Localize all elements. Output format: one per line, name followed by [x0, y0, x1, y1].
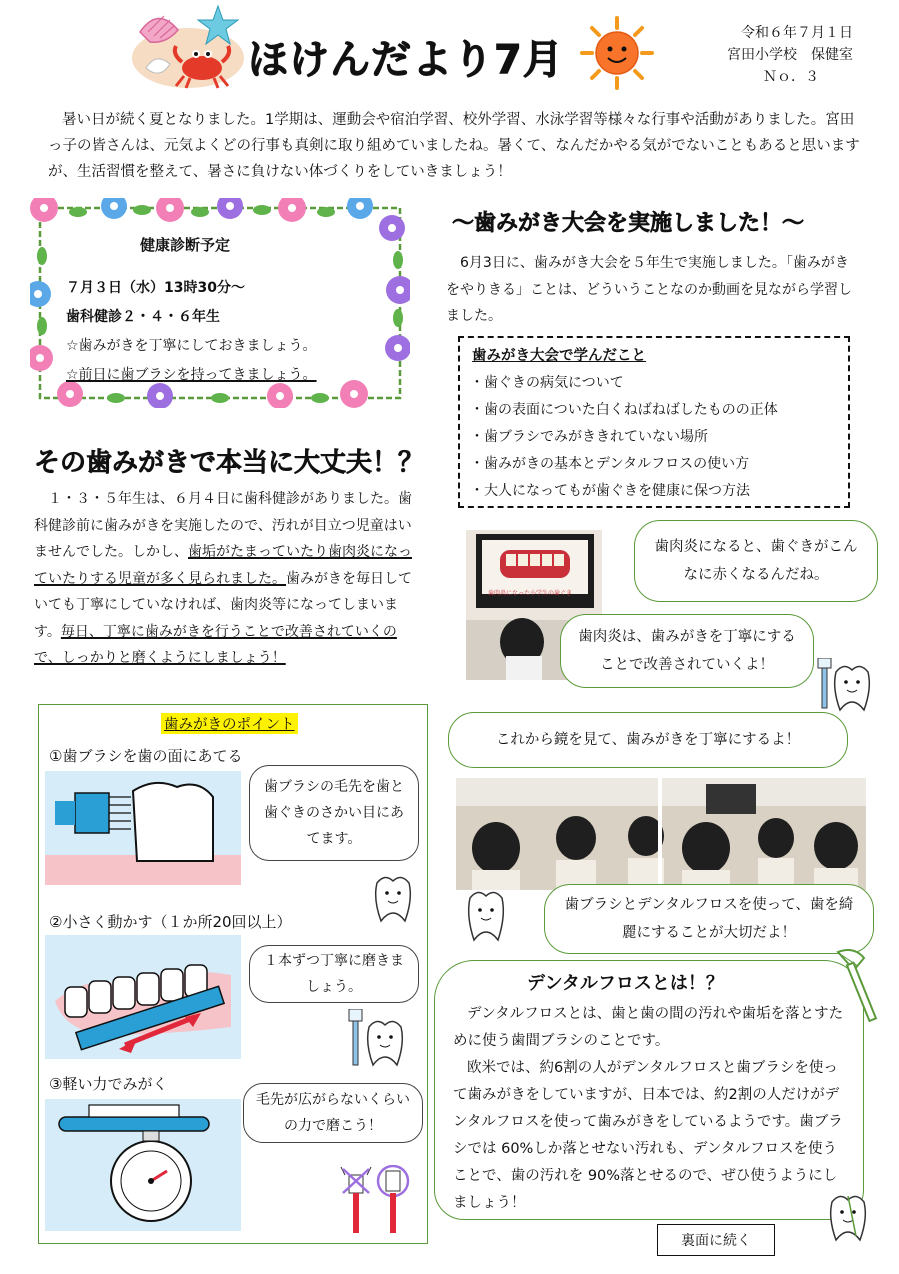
issue-date: 令和６年７月１日: [741, 25, 853, 41]
screen-caption: 歯肉炎になった小学生の歯ぐき: [488, 590, 573, 597]
newsletter-title: ほけんだより7月: [248, 37, 564, 83]
learned-topics-list: [470, 370, 778, 505]
left-article-text-1: １・３・５年生は、６月４日に歯科健診がありました。歯科健診前に歯みがきを実施したので、汚れが目立つ児童はいませんでした。しかし、: [34, 491, 412, 560]
brushing-motion-illustration: [45, 935, 241, 1059]
learned-topics-title: 歯みがき大会で学んだこと: [472, 348, 646, 364]
comment-bubble-1: 歯肉炎になると、歯ぐきがこんなに赤くなるんだね。: [634, 520, 878, 602]
tooth-with-floss-icon: [826, 1192, 870, 1244]
left-article-title: その歯みがきで本当に大丈夫！？: [34, 448, 425, 478]
left-article-body: [34, 486, 418, 672]
dental-floss-box: [434, 960, 864, 1220]
classroom-photo-brushing: [456, 778, 866, 890]
floss-paragraph-2: 欧米では、約6割の人がデンタルフロスと歯ブラシを使って歯みがきをしていますが、日本では、約2割の人だけがデンタルフロスを使って歯みがきをしているようです。歯ブラシでは 60%しか落とせない汚れも、デンタルフロスを使うことで、歯の汚れを 90%落とせるので、ぜひ使うようにしましょう！: [453, 1060, 843, 1211]
comment-bubble-2: 歯肉炎は、歯みがきを丁寧にすることで改善されていくよ！: [560, 614, 814, 688]
header-illustration-shell-crab: [126, 2, 244, 94]
dental-floss-icon: [834, 948, 878, 1022]
comment-bubble-4: 歯ブラシとデンタルフロスを使って、歯を綺麗にすることが大切だよ！: [544, 884, 874, 954]
sun-icon: [580, 16, 654, 90]
learned-topics-box: [458, 336, 850, 508]
comment-bubble-3: これから鏡を見て、歯みがきを丁寧にするよ！: [448, 712, 848, 768]
schedule-lines: [66, 274, 317, 390]
checkup-schedule-box: [30, 198, 410, 408]
left-article-emphasis-1: 歯垢がたまっていたり歯肉炎になっていたりする児童が多く見られました。: [34, 544, 412, 587]
step-2-note: １本ずつ丁寧に磨きましょう。: [249, 945, 419, 1003]
list-item: ・歯ブラシでみがききれていない場所: [470, 429, 708, 445]
school-name: 宮田小学校 保健室: [727, 47, 853, 63]
brush-on-tooth-illustration: [45, 771, 241, 885]
brushing-points-box: [38, 704, 428, 1244]
left-article-emphasis-2: 毎日、丁寧に歯みがきを行うことで改善されていくので、しっかりと磨くようにしましょう！: [34, 623, 397, 666]
list-item: ・歯の表面についた白くねばねばしたものの正体: [470, 402, 778, 418]
tooth-mascot-icon: [371, 873, 415, 925]
step-1-label: ①歯ブラシを歯の面にあてる: [49, 747, 243, 765]
right-article-title: 〜歯みがき大会を実施しました！〜: [452, 211, 805, 236]
schedule-target: 歯科健診２・４・６年生: [66, 309, 220, 325]
gentle-force-scale-illustration: [45, 1099, 241, 1231]
tooth-mascot-brush-icon: [816, 658, 876, 714]
step-2-label: ②小さく動かす（１か所20回以上）: [49, 913, 292, 931]
header-meta: [727, 22, 853, 88]
step-3-note: 毛先が広がらないくらいの力で磨こう！: [243, 1083, 423, 1143]
toothbrush-comparison-icon: [337, 1165, 411, 1235]
schedule-title: 健康診断予定: [140, 236, 231, 254]
left-article-text-2: 歯みがきを毎日していても丁寧にしていなければ、歯肉炎等になってしまいます。: [34, 570, 412, 640]
right-article-body: 6月3日に、歯みがき大会を５年生で実施しました。「歯みがきをやりきる」ことは、どういうことなのか動画を見ながら学習しました。: [446, 255, 852, 324]
step-3-label: ③軽い力でみがく: [49, 1075, 168, 1093]
continued-on-back-label: 裏面に続く: [657, 1224, 775, 1256]
list-item: ・歯ぐきの病気について: [470, 375, 624, 391]
points-title: 歯みがきのポイント: [161, 713, 298, 734]
floss-paragraph-1: デンタルフロスとは、歯と歯の間の汚れや歯垢を落とすために使う歯間ブラシのことです。: [453, 1006, 844, 1049]
list-item: ・歯みがきの基本とデンタルフロスの使い方: [470, 456, 750, 472]
schedule-note-2: ☆前日に歯ブラシを持ってきましょう。: [66, 367, 317, 383]
schedule-date: ７月３日（水）13時30分〜: [66, 280, 245, 296]
floss-title: デンタルフロスとは！？: [527, 973, 724, 994]
list-item: ・大人になってもが歯ぐきを健康に保つ方法: [470, 483, 750, 499]
intro-paragraph: 暑い日が続く夏となりました。1学期は、運動会や宿泊学習、校外学習、水泳学習等様々な行事や活動がありました。宮田っ子の皆さんは、元気よくどの行事も真剣に取り組めていましたね。暑くて、なんだかやる気がでないこともあると思いますが、生活習慣を整えて、暑さに負けない体づくりをしていきましょう！: [48, 112, 860, 180]
step-1-note: 歯ブラシの毛先を歯と歯ぐきのさかい目にあてます。: [249, 765, 419, 861]
floss-body: [453, 1001, 848, 1217]
schedule-note-1: ☆歯みがきを丁寧にしておきましょう。: [66, 338, 317, 354]
issue-number: Ｎｏ．３: [763, 69, 819, 85]
tooth-with-brush-icon: [345, 1009, 415, 1073]
tooth-mascot-icon: [462, 888, 510, 944]
